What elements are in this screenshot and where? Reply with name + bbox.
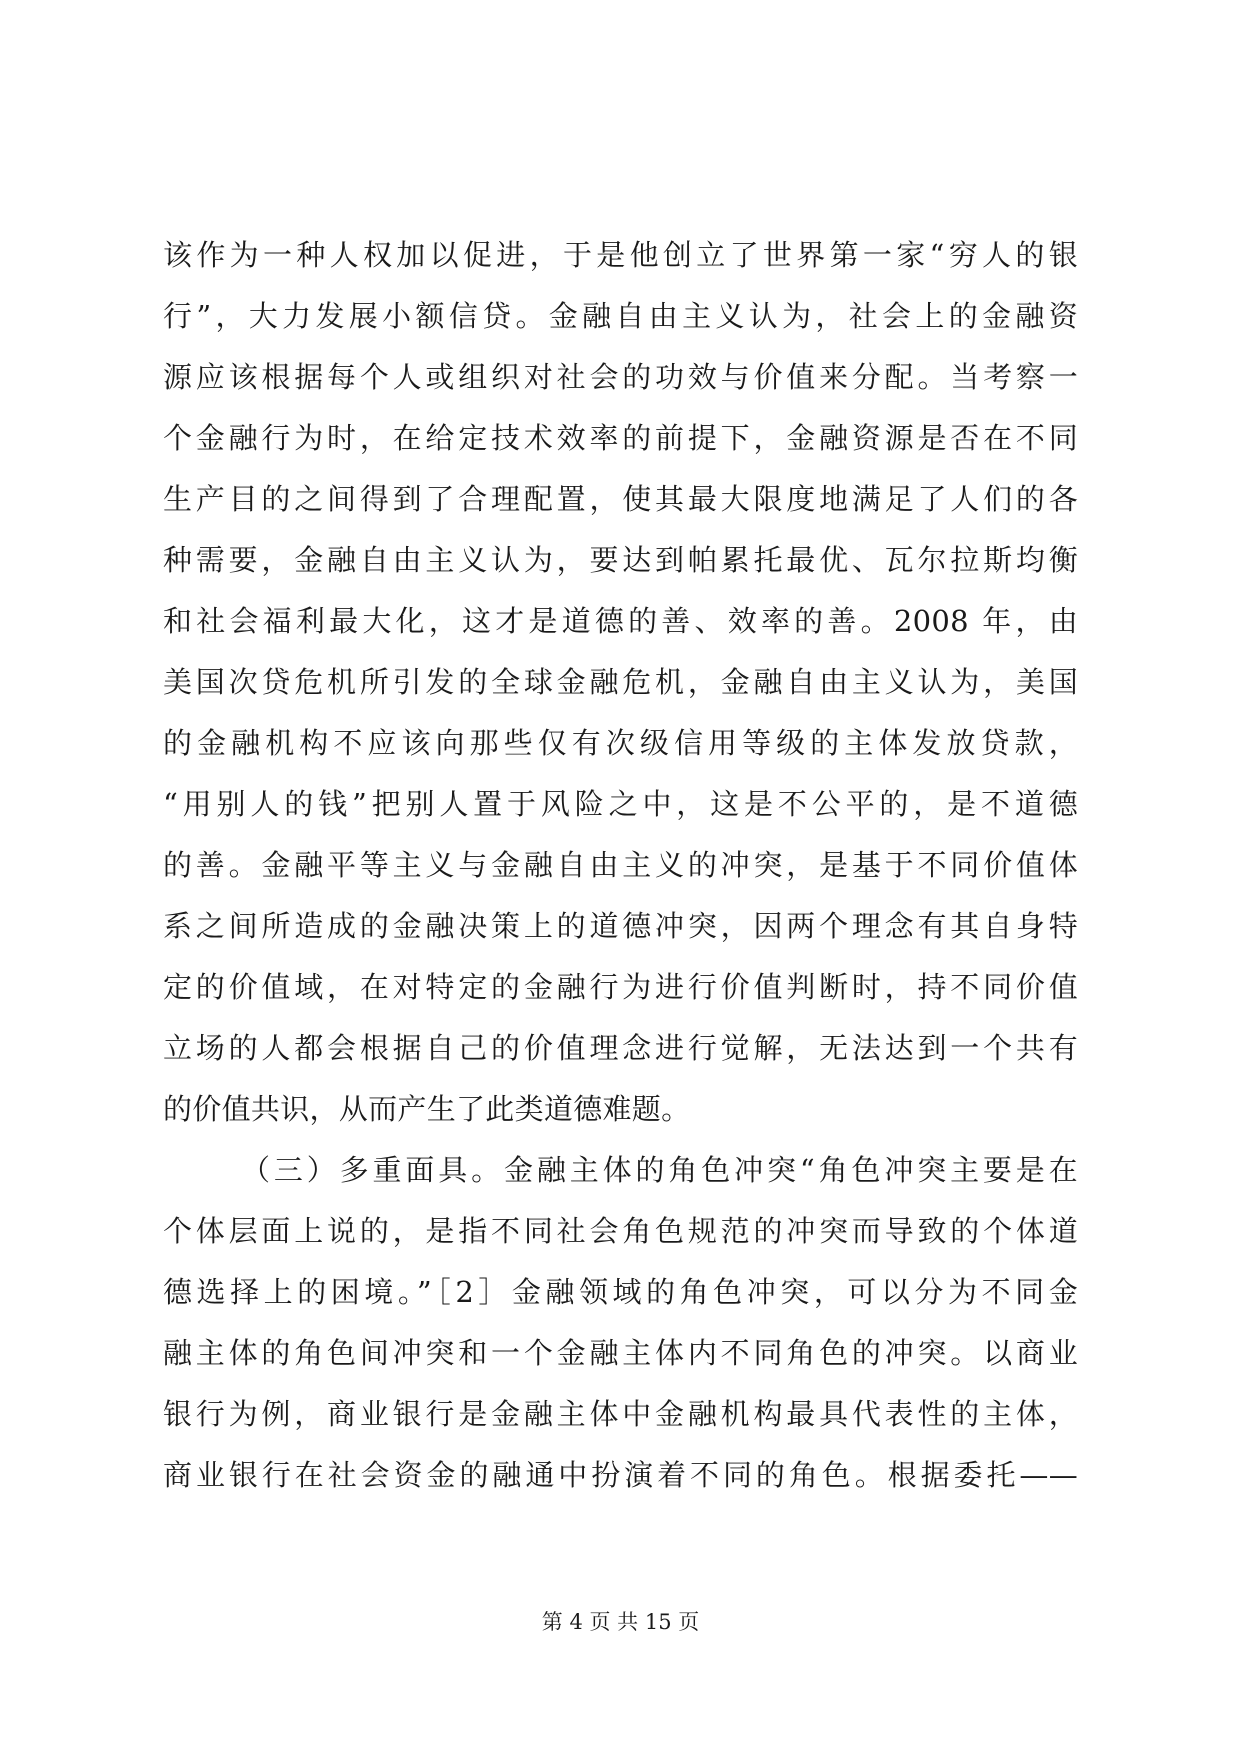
text-line: “用别人的钱”把别人置于风险之中，这是不公平的，是不道德 bbox=[163, 787, 1078, 821]
text-line: 商业银行在社会资金的融通中扮演着不同的角色。根据委托—— bbox=[163, 1458, 1078, 1492]
text-line: 源应该根据每个人或组织对社会的功效与价值来分配。当考察一 bbox=[163, 360, 1078, 394]
text-line: 系之间所造成的金融决策上的道德冲突，因两个理念有其自身特 bbox=[163, 909, 1078, 943]
text-line: 的金融机构不应该向那些仅有次级信用等级的主体发放贷款， bbox=[163, 726, 1078, 760]
text-line: 生产目的之间得到了合理配置，使其最大限度地满足了人们的各 bbox=[163, 482, 1078, 516]
text-line: 银行为例，商业银行是金融主体中金融机构最具代表性的主体， bbox=[163, 1397, 1078, 1431]
text-line: 美国次贷危机所引发的全球金融危机，金融自由主义认为，美国 bbox=[163, 665, 1078, 699]
text-line: 行”，大力发展小额信贷。金融自由主义认为，社会上的金融资 bbox=[163, 299, 1078, 333]
text-line: 立场的人都会根据自己的价值理念进行觉解，无法达到一个共有 bbox=[163, 1031, 1078, 1065]
text-line: 个体层面上说的，是指不同社会角色规范的冲突而导致的个体道 bbox=[163, 1214, 1078, 1248]
page-number-footer: 第 4 页 共 15 页 bbox=[541, 1610, 700, 1634]
section-heading-line: （三）多重面具。金融主体的角色冲突“角色冲突主要是在 bbox=[241, 1153, 1078, 1187]
text-line: 的善。金融平等主义与金融自由主义的冲突，是基于不同价值体 bbox=[163, 848, 1078, 882]
text-line: 德选择上的困境。”［2］金融领域的角色冲突，可以分为不同金 bbox=[163, 1275, 1078, 1309]
text-line: 和社会福利最大化，这才是道德的善、效率的善。2008 年，由 bbox=[163, 604, 1078, 638]
text-line: 种需要，金融自由主义认为，要达到帕累托最优、瓦尔拉斯均衡 bbox=[163, 543, 1078, 577]
text-line: 该作为一种人权加以促进，于是他创立了世界第一家“穷人的银 bbox=[163, 238, 1078, 272]
text-line: 的价值共识，从而产生了此类道德难题。 bbox=[163, 1092, 691, 1126]
text-line: 个金融行为时，在给定技术效率的前提下，金融资源是否在不同 bbox=[163, 421, 1078, 455]
document-body bbox=[163, 225, 1078, 1506]
text-line: 定的价值域，在对特定的金融行为进行价值判断时，持不同价值 bbox=[163, 970, 1078, 1004]
text-line: 融主体的角色间冲突和一个金融主体内不同角色的冲突。以商业 bbox=[163, 1336, 1078, 1370]
